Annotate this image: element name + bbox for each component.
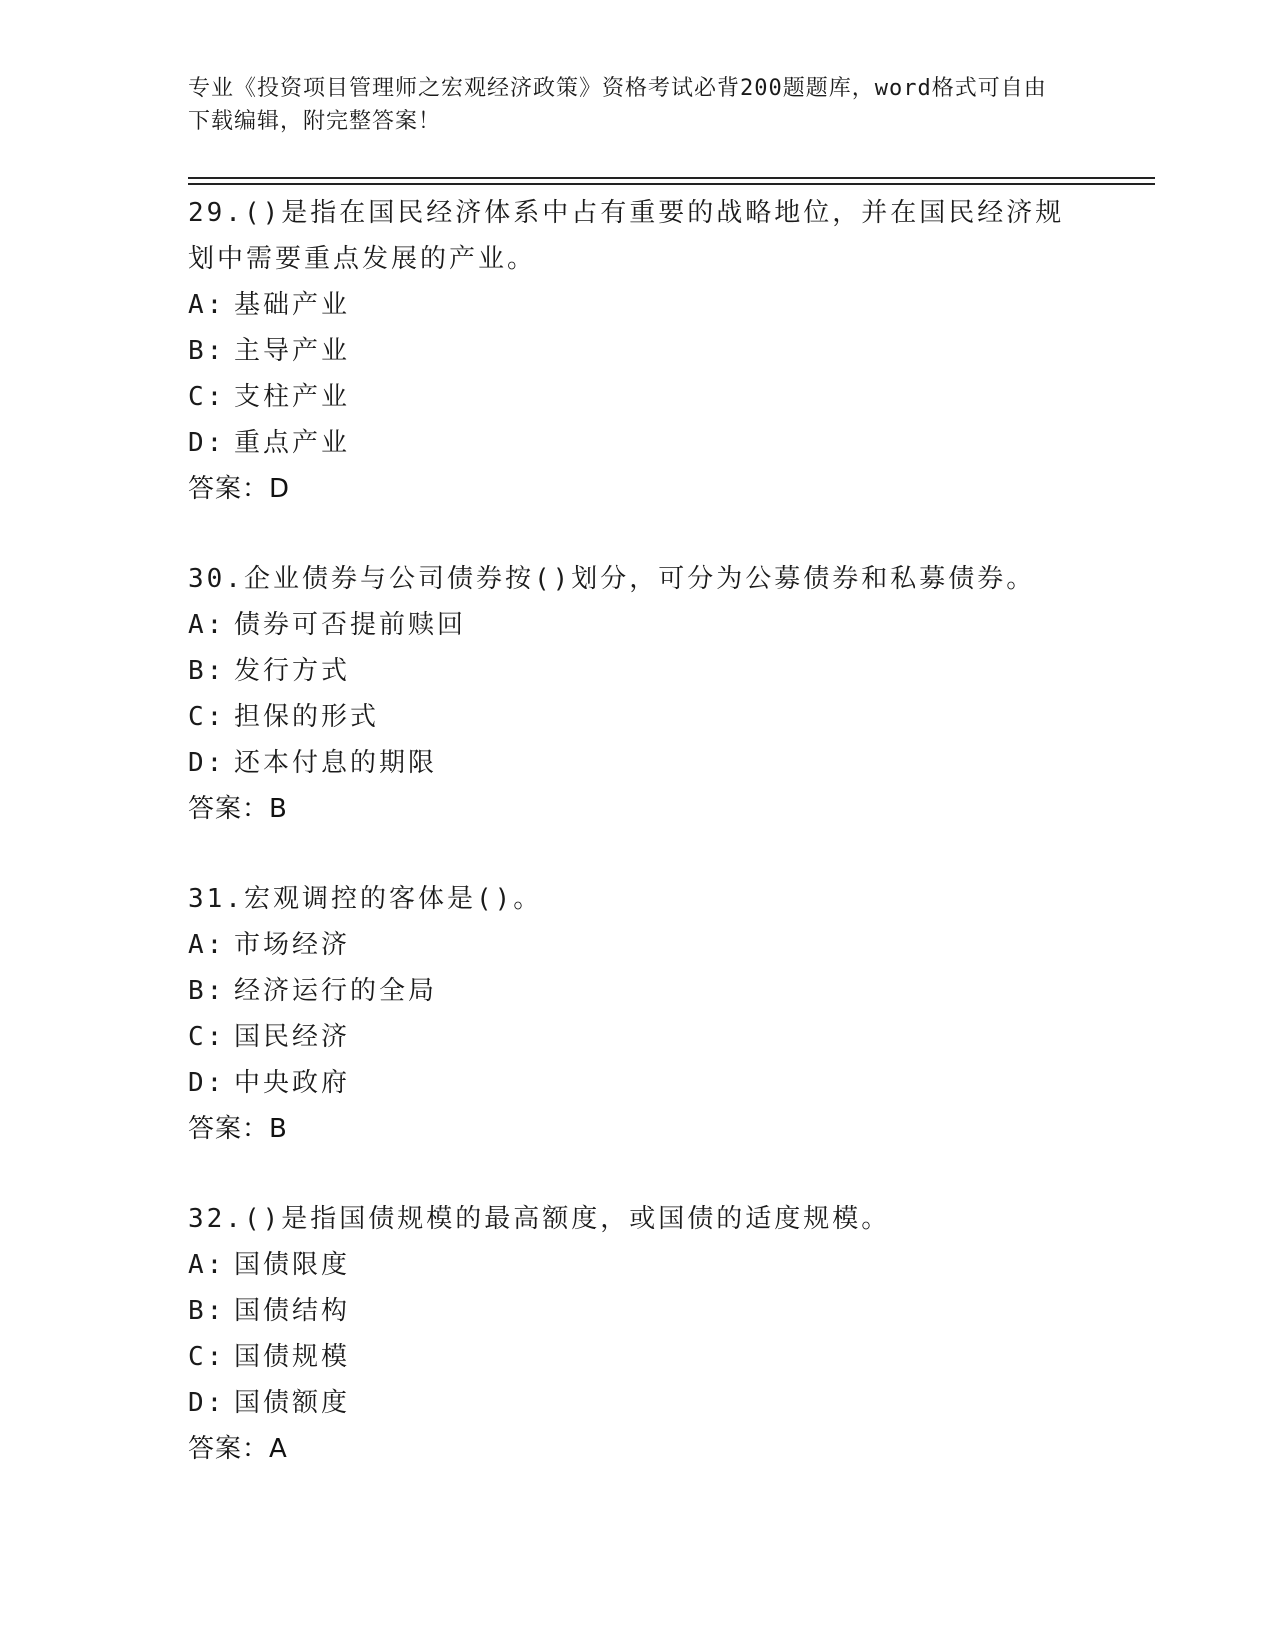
option-key: C:	[188, 382, 226, 412]
question-32	[188, 1196, 1088, 1472]
question-list	[188, 190, 1088, 1516]
option-c	[188, 694, 1088, 740]
option-c	[188, 1334, 1088, 1380]
option-key: B:	[188, 1296, 226, 1326]
option-b	[188, 328, 1088, 374]
question-stem: 31.宏观调控的客体是()。	[188, 884, 543, 914]
option-b	[188, 968, 1088, 1014]
option-text: 重点产业	[234, 428, 351, 458]
option-text: 中央政府	[234, 1068, 351, 1098]
option-text: 主导产业	[234, 336, 351, 366]
answer-line: 答案：A	[188, 1434, 288, 1464]
option-text: 国债限度	[234, 1250, 351, 1280]
option-key: D:	[188, 428, 226, 458]
option-text: 担保的形式	[234, 702, 380, 732]
option-key: D:	[188, 1068, 226, 1098]
answer-line: 答案：B	[188, 1114, 288, 1144]
option-key: B:	[188, 656, 226, 686]
option-a	[188, 282, 1088, 328]
option-d	[188, 1380, 1088, 1426]
option-a	[188, 602, 1088, 648]
option-a	[188, 922, 1088, 968]
option-text: 国债额度	[234, 1388, 351, 1418]
option-text: 国债结构	[234, 1296, 351, 1326]
option-text: 国债规模	[234, 1342, 351, 1372]
answer-line: 答案：D	[188, 474, 291, 504]
header-rule-top	[188, 177, 1155, 179]
option-text: 市场经济	[234, 930, 351, 960]
option-a	[188, 1242, 1088, 1288]
option-d	[188, 740, 1088, 786]
option-key: C:	[188, 1342, 226, 1372]
question-stem: 32.()是指国债规模的最高额度，或国债的适度规模。	[188, 1204, 891, 1234]
answer-line: 答案：B	[188, 794, 288, 824]
option-c	[188, 1014, 1088, 1060]
option-key: D:	[188, 1388, 226, 1418]
option-key: A:	[188, 1250, 226, 1280]
option-b	[188, 648, 1088, 694]
question-stem: 29.()是指在国民经济体系中占有重要的战略地位，并在国民经济规划中需要重点发展的产业。	[188, 198, 1065, 274]
question-31	[188, 876, 1088, 1152]
option-key: D:	[188, 748, 226, 778]
option-d	[188, 1060, 1088, 1106]
question-30	[188, 556, 1088, 832]
option-d	[188, 420, 1088, 466]
question-29	[188, 190, 1088, 512]
option-text: 发行方式	[234, 656, 351, 686]
option-key: B:	[188, 336, 226, 366]
question-stem: 30.企业债券与公司债券按()划分，可分为公募债券和私募债券。	[188, 564, 1036, 594]
option-key: A:	[188, 290, 226, 320]
option-key: B:	[188, 976, 226, 1006]
option-text: 国民经济	[234, 1022, 351, 1052]
document-header: 专业《投资项目管理师之宏观经济政策》资格考试必背200题题库，word格式可自由下载编辑，附完整答案！	[188, 76, 1047, 134]
option-key: C:	[188, 1022, 226, 1052]
option-text: 还本付息的期限	[234, 748, 438, 778]
option-text: 支柱产业	[234, 382, 351, 412]
option-c	[188, 374, 1088, 420]
option-text: 经济运行的全局	[234, 976, 438, 1006]
option-key: A:	[188, 930, 226, 960]
option-text: 债券可否提前赎回	[234, 610, 467, 640]
option-key: A:	[188, 610, 226, 640]
option-b	[188, 1288, 1088, 1334]
option-key: C:	[188, 702, 226, 732]
option-text: 基础产业	[234, 290, 351, 320]
header-rule-bottom	[188, 183, 1155, 185]
